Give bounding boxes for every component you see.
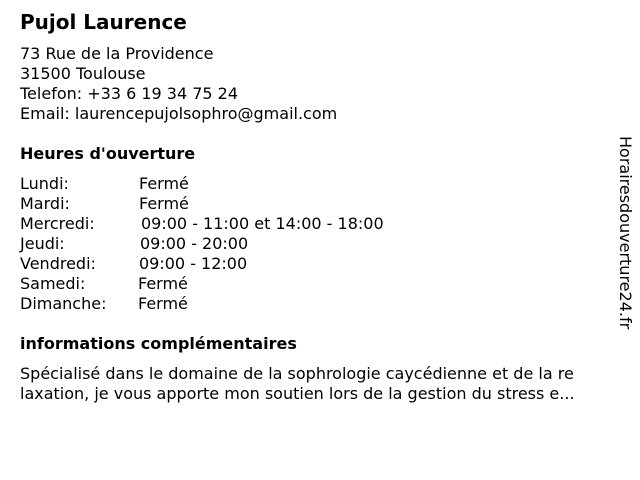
day-label: Dimanche: <box>20 294 107 313</box>
business-name: Pujol Laurence <box>20 10 187 34</box>
email-address: Email: laurencepujolsophro@gmail.com <box>20 104 338 123</box>
day-hours: Fermé <box>138 274 188 293</box>
day-label: Mercredi: <box>20 214 95 233</box>
day-hours: Fermé <box>139 174 189 193</box>
description-line: laxation, je vous apporte mon soutien lors de la gestion du stress e... <box>20 384 575 403</box>
day-label: Samedi: <box>20 274 86 293</box>
additional-info-heading: informations complémentaires <box>20 334 297 353</box>
contact-block <box>20 44 337 124</box>
day-label: Vendredi: <box>20 254 96 273</box>
day-label: Lundi: <box>20 174 69 193</box>
watermark-text: Horairesdouverture24.fr <box>616 136 635 330</box>
day-hours: Fermé <box>139 194 189 213</box>
street-address: 73 Rue de la Providence <box>20 44 214 63</box>
day-hours: 09:00 - 12:00 <box>139 254 248 273</box>
phone-number: Telefon: +33 6 19 34 75 24 <box>20 84 239 103</box>
opening-hours-heading: Heures d'ouverture <box>20 144 196 163</box>
description-line: Spécialisé dans le domaine de la sophrologie caycédienne et de la re <box>20 364 574 383</box>
day-hours: 09:00 - 20:00 <box>140 234 249 253</box>
day-hours: Fermé <box>138 294 188 313</box>
day-label: Jeudi: <box>20 234 65 253</box>
site-watermark <box>612 136 636 346</box>
day-hours: 09:00 - 11:00 et 14:00 - 18:00 <box>141 214 384 233</box>
day-label: Mardi: <box>20 194 70 213</box>
city-postcode: 31500 Toulouse <box>20 64 146 83</box>
business-description <box>20 364 575 404</box>
